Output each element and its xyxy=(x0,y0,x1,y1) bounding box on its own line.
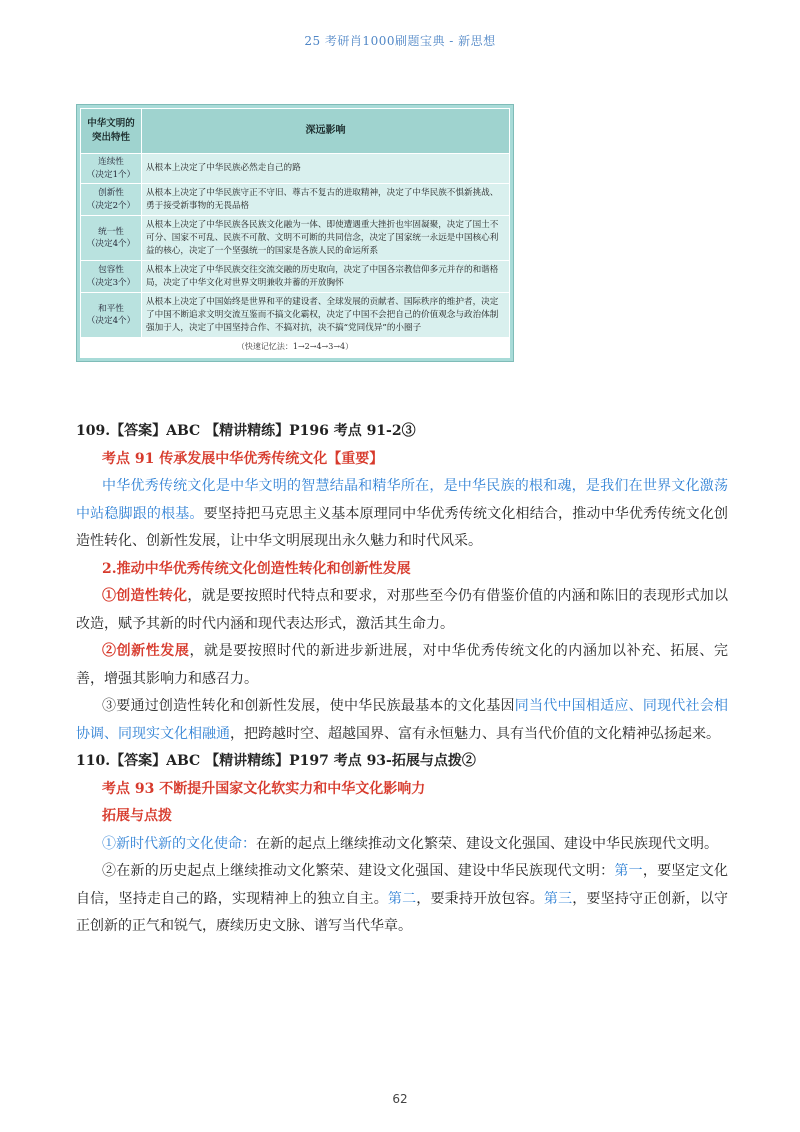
point-text: ，要坚持守正创新，以守正创新的正气和锐气，赓续历史文脉、谱写当代华章。 xyxy=(76,890,729,934)
point-text: ③要通过创造性转化和创新性发展，使中华民族最基本的文化基因 xyxy=(102,698,515,714)
table-row xyxy=(81,293,510,338)
q109-subheading: 2.推动中华优秀传统文化创造性转化和创新性发展 xyxy=(102,560,411,577)
impact-cell: 从根本上决定了中华民族交往交流交融的历史取向，决定了中国各宗教信仰多元并存的和谐格局，决定了中华文化对世界文明兼收并蓄的开放胸怀 xyxy=(142,261,510,293)
page-header: 25 考研肖1000刷题宝典 - 新思想 xyxy=(304,34,496,48)
trait-count: （决定4个） xyxy=(86,316,136,327)
impact-cell: 从根本上决定了中华民族守正不守旧、尊古不复古的进取精神，决定了中华民族不惧新挑战、勇于接受新事物的无畏品格 xyxy=(142,184,510,216)
table-row xyxy=(81,184,510,216)
trait-name: 创新性 xyxy=(98,188,124,199)
point-highlight: 第三 xyxy=(543,890,573,907)
point-highlight: 同当代中国相适应、同现代社会相协调、同现实文化相融通 xyxy=(76,698,729,742)
impact-cell: 从根本上决定了中华民族必然走自己的路 xyxy=(142,154,510,184)
memory-tip: （快速记忆法：1→2→4→3→4） xyxy=(81,338,510,358)
trait-name: 包容性 xyxy=(98,265,124,276)
trait-count: （决定3个） xyxy=(86,277,136,288)
traits-table xyxy=(76,104,514,362)
point-highlight: 第二 xyxy=(387,890,417,907)
q110-point-1 xyxy=(76,831,728,859)
answer-content xyxy=(76,418,728,941)
table-row xyxy=(81,216,510,261)
point-highlight: 第一 xyxy=(614,863,643,879)
q109-point-3 xyxy=(76,693,728,748)
table-row xyxy=(81,261,510,293)
trait-name: 统一性 xyxy=(98,226,124,237)
point-highlight: ①新时代新的文化使命： xyxy=(102,835,256,852)
table-header-impact: 深远影响 xyxy=(142,109,510,154)
trait-cell xyxy=(81,216,142,261)
point-text: ，就是要按照时代特点和要求，对那些至今仍有借鉴价值的内涵和陈旧的表现形式加以改造，赋予其新的时代内涵和现代表达形式，激活其生命力。 xyxy=(76,588,729,632)
q109-intro-text: 要坚持把马克思主义基本原理同中华优秀传统文化相结合，推动中华优秀传统文化创造性转化、创新性发展，让中华文明展现出永久魅力和时代风采。 xyxy=(76,505,729,549)
table-footer-row xyxy=(81,338,510,358)
trait-cell xyxy=(81,184,142,216)
q109-point-1 xyxy=(76,583,728,638)
point-text: ②在新的历史起点上继续推动文化繁荣、建设文化强国、建设中华民族现代文明： xyxy=(102,863,615,879)
trait-count: （决定4个） xyxy=(86,239,136,250)
trait-name: 连续性 xyxy=(98,157,124,167)
q109-intro-highlight: 中华优秀传统文化是中华文明的智慧结晶和精华所在，是中华民族的根和魂，是我们在世界文化激荡中站稳脚跟的根基。 xyxy=(76,478,728,522)
traits-table-grid xyxy=(80,108,510,358)
trait-count: （决定2个） xyxy=(86,200,136,211)
table-header-row xyxy=(81,109,510,154)
table-row xyxy=(81,154,510,184)
q109-point-2 xyxy=(76,638,728,693)
q109-heading: 109.【答案】ABC 【精讲精练】P196 考点 91-2③ xyxy=(76,423,416,439)
trait-name: 和平性 xyxy=(98,303,124,314)
table-header-trait: 中华文明的突出特性 xyxy=(81,109,142,154)
point-text: 在新的起点上继续推动文化繁荣、建设文化强国、建设中华民族现代文明。 xyxy=(256,835,718,852)
impact-cell: 从根本上决定了中华民族各民族文化融为一体、即使遭遇重大挫折也牢固凝聚，决定了国土不可分、国家不可乱、民族不可散、文明不可断的共同信念，决定了国家统一永远是中国核心利益的核心，决定了一个坚强统一的国家是各族人民的命运所系 xyxy=(142,216,510,261)
trait-cell xyxy=(81,154,142,184)
point-text: ，要坚定文化自信，坚持走自己的路，实现精神上的独立自主。 xyxy=(76,863,729,907)
q110-point-2 xyxy=(76,858,728,941)
q110-topic: 考点 93 不断提升国家文化软实力和中华文化影响力 xyxy=(102,780,426,797)
q110-heading: 110.【答案】ABC 【精讲精练】P197 考点 93-拓展与点拨② xyxy=(76,753,476,769)
point-text: ，把跨越时空、超越国界、富有永恒魅力、具有当代价值的文化精神弘扬起来。 xyxy=(230,725,720,742)
q109-topic: 考点 91 传承发展中华优秀传统文化【重要】 xyxy=(102,450,384,467)
q109-intro xyxy=(76,473,728,556)
point-label: ①创造性转化 xyxy=(102,588,188,604)
trait-cell xyxy=(81,261,142,293)
q110-subheading: 拓展与点拨 xyxy=(102,808,172,824)
point-text: ，就是要按照时代的新进步新进展，对中华优秀传统文化的内涵加以补充、拓展、完善，增强其影响力和感召力。 xyxy=(76,643,729,687)
trait-cell xyxy=(81,293,142,338)
trait-count: （决定1个） xyxy=(86,169,136,180)
point-text: ，要秉持开放包容。 xyxy=(416,890,544,907)
point-label: ②创新性发展 xyxy=(102,643,190,659)
impact-cell: 从根本上决定了中国始终是世界和平的建设者、全球发展的贡献者、国际秩序的维护者，决定了中国不断追求文明交流互鉴而不搞文化霸权，决定了中国不会把自己的价值观念与政治体制强加于人，决定了中国坚持合作、不搞对抗，决不搞“党同伐异”的小圈子 xyxy=(142,293,510,338)
page-number: 62 xyxy=(392,1092,408,1106)
